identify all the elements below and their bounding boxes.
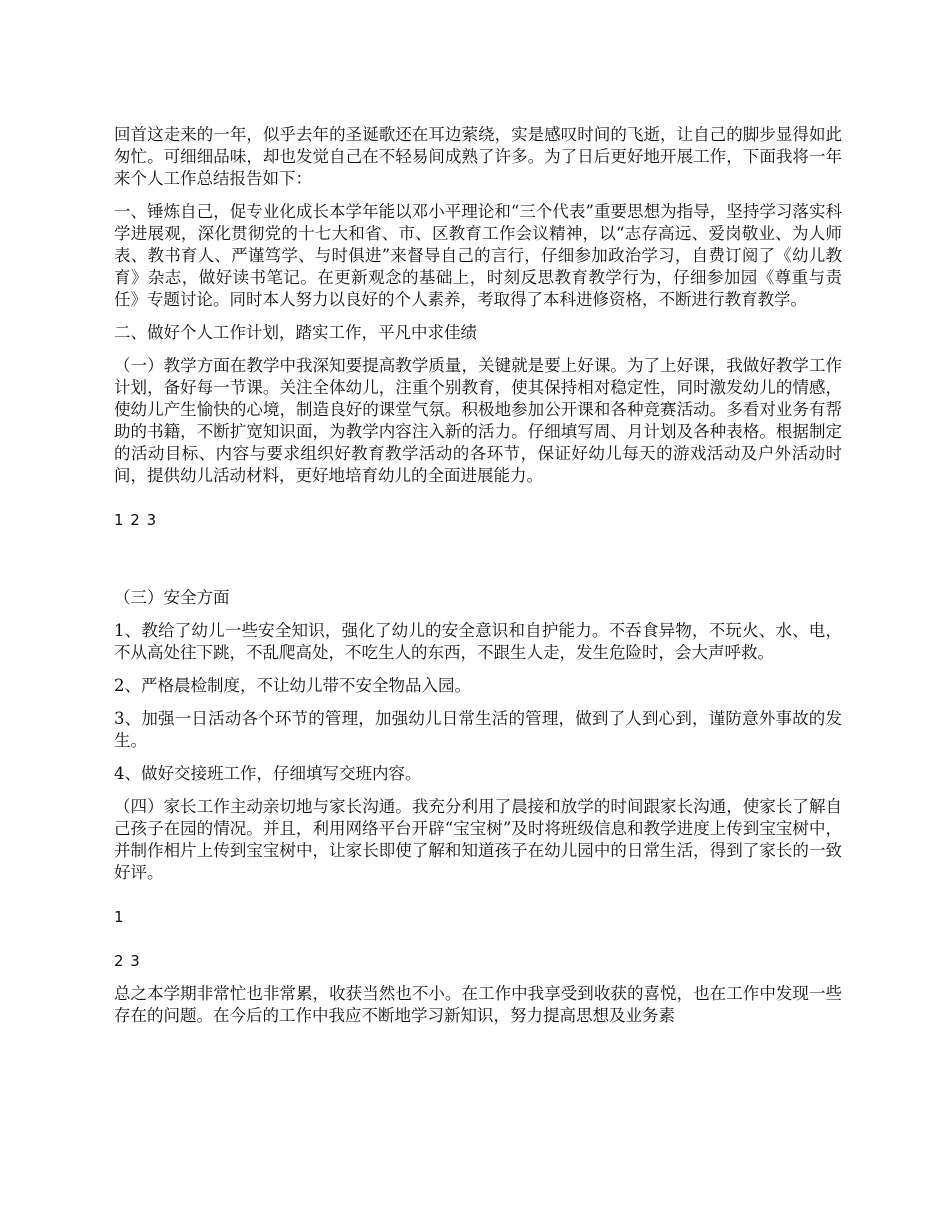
safety-heading: （三）安全方面 (114, 588, 230, 607)
document-body (114, 124, 842, 1027)
teaching-paragraph: （一）教学方面在教学中我深知要提高教学质量，关键就是要上好课。为了上好课，我做好教学工作计划，备好每一节课。关注全体幼儿，注重个别教育，使其保持相对稳定性，同时激发幼儿的情感，使幼儿产生愉快的心境，制造良好的课堂气氛。积极地参加公开课和各种竞赛活动。多看对业务有帮助的书籍，不断扩宽知识面，为教学内容注入新的活力。仔细填写周、月计划及各种表格。根据制定的活动目标、内容与要求组织好教育教学活动的各环节，保证好幼儿每天的游戏活动及户外活动时间，提供幼儿活动材料，更好地培育幼儿的全面进展能力。 (114, 356, 842, 485)
section-one-paragraph: 一、锤炼自己，促专业化成长本学年能以邓小平理论和“三个代表”重要思想为指导，坚持学习落实科学进展观，深化贯彻党的十七大和省、市、区教育工作会议精神，以“志存高远、爱岗敬业、为人师表、教书育人、严谨笃学、与时俱进”来督导自己的言行，仔细参加政治学习，自费订阅了《幼儿教育》杂志，做好读书笔记。在更新观念的基础上，时刻反思教育教学行为，仔细参加园《尊重与责任》专题讨论。同时本人努力以良好的个人素养，考取得了本科进修资格，不断进行教育教学。 (114, 202, 842, 309)
intro-paragraph: 回首这走来的一年，似乎去年的圣诞歌还在耳边萦绕，实是感叹时间的飞逝，让自己的脚步显得如此匆忙。可细细品味，却也发觉自己在不轻易间成熟了许多。为了日后更好地开展工作，下面我将一年来个人工作总结报告如下： (114, 125, 842, 188)
safety-item-4: 4、做好交接班工作，仔细填写交班内容。 (114, 764, 422, 783)
page-number-fragment-2: 1 (114, 908, 125, 926)
safety-item-3: 3、加强一日活动各个环节的管理，加强幼儿日常生活的管理，做到了人到心到，谨防意外事故的发生。 (114, 709, 842, 750)
summary-paragraph: 总之本学期非常忙也非常累，收获当然也不小。在工作中我享受到收获的喜悦，也在工作中发现一些存在的问题。在今后的工作中我应不断地学习新知识，努力提高思想及业务素 (114, 984, 842, 1025)
parent-work-paragraph: （四）家长工作主动亲切地与家长沟通。我充分利用了晨接和放学的时间跟家长沟通，使家长了解自己孩子在园的情况。并且，利用网络平台开辟“宝宝树”及时将班级信息和教学进度上传到宝宝树中，并制作相片上传到宝宝树中，让家长即使了解和知道孩子在幼儿园中的日常生活，得到了家长的一致好评。 (114, 797, 842, 882)
safety-item-2: 2、严格晨检制度，不让幼儿带不安全物品入园。 (114, 676, 471, 695)
safety-item-1: 1、教给了幼儿一些安全知识，强化了幼儿的安全意识和自护能力。不吞食异物，不玩火、水、电，不从高处往下跳，不乱爬高处，不吃生人的东西，不跟生人走，发生危险时，会大声呼救。 (114, 621, 842, 662)
section-two-heading: 二、做好个人工作计划，踏实工作，平凡中求佳绩 (114, 323, 477, 342)
page-number-fragment: 1 2 3 (114, 511, 158, 529)
page-number-fragment-3: 2 3 (114, 952, 141, 970)
